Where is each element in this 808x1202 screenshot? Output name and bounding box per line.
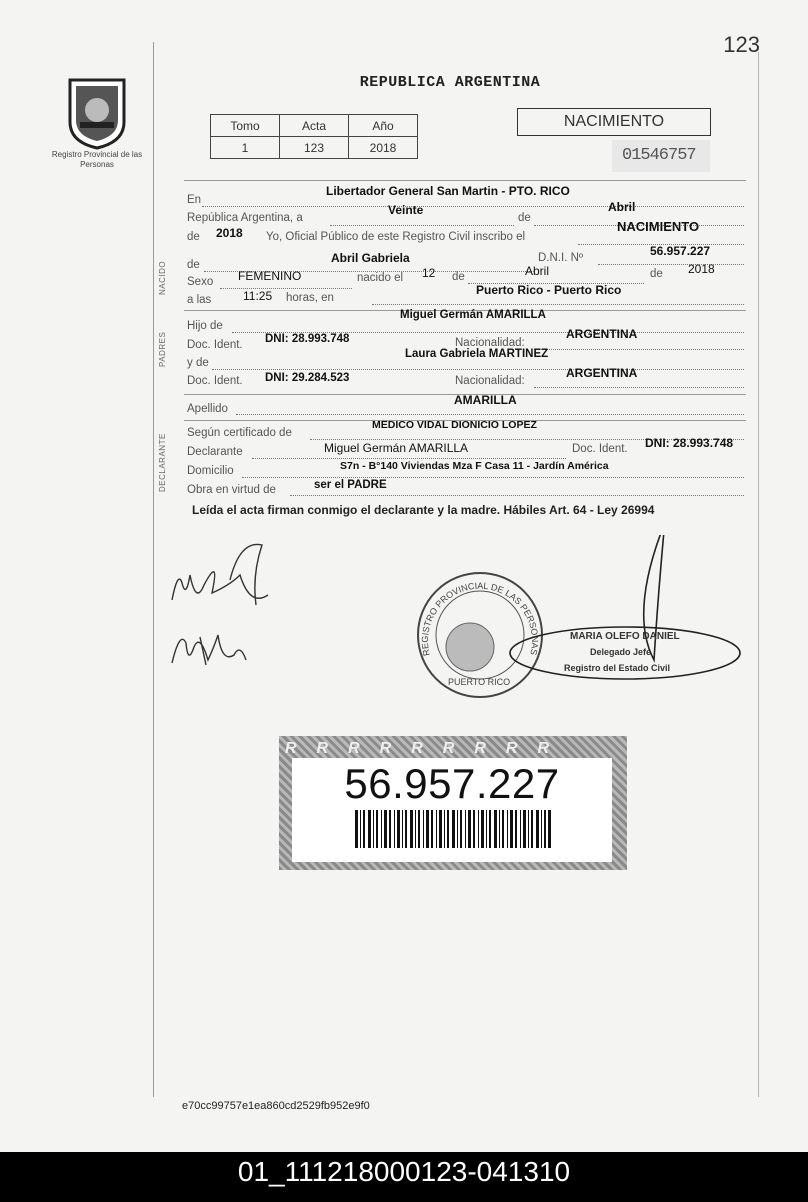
child-name: Abril Gabriela: [331, 251, 410, 265]
nacido-section-label: NACIDO: [158, 260, 167, 296]
obra-label: Obra en virtud de: [187, 484, 276, 496]
declarante-section-label: DECLARANTE: [158, 433, 167, 493]
dotted-line: [212, 368, 744, 370]
official-name: MARIA OLEFO DANIEL: [570, 631, 680, 642]
birth-day: 12: [422, 266, 436, 280]
year-value: 2018: [216, 226, 243, 240]
declarante-doc-label: Doc. Ident.: [572, 443, 628, 455]
certificado-label: Según certificado de: [187, 427, 292, 439]
dotted-line: [220, 287, 352, 289]
dotted-line: [372, 303, 744, 305]
apellido-label: Apellido: [187, 403, 228, 415]
father-nac-label: Nacionalidad:: [455, 337, 525, 349]
de-label: de: [518, 212, 531, 224]
obra-value: ser el PADRE: [314, 479, 387, 491]
dotted-line: [534, 348, 744, 350]
day-value: Veinte: [388, 203, 424, 217]
barcode-number: 56.957.227: [344, 760, 560, 807]
hijo-label: Hijo de: [187, 320, 223, 332]
en-value: Libertador General San Martin - PTO. RICO: [326, 184, 570, 198]
record-meta-table: [210, 114, 418, 159]
tomo-header: Tomo: [211, 115, 280, 137]
a-las-label: a las: [187, 294, 212, 306]
registry-stamp: [418, 573, 542, 697]
barcode-pattern-text: RRRRRRRRR: [285, 740, 569, 757]
serial-number: 01546757: [622, 146, 696, 165]
mother-nationality: ARGENTINA: [566, 366, 638, 380]
page-number: 123: [723, 32, 760, 57]
mother-name: Laura Gabriela MARTINEZ: [405, 348, 549, 360]
padres-section-label: PADRES: [158, 331, 167, 367]
birth-de2-label: de: [650, 268, 663, 280]
declarante-doc: DNI: 28.993.748: [645, 436, 734, 450]
signatures-and-stamp: [160, 535, 750, 735]
birth-month: Abril: [525, 264, 550, 278]
domicilio-label: Domicilio: [187, 465, 234, 477]
apellido-value: AMARILLA: [454, 393, 517, 407]
acta-value: 123: [280, 137, 349, 159]
anio-value: 2018: [349, 137, 418, 159]
dotted-line: [202, 205, 744, 207]
birth-place: Puerto Rico - Puerto Rico: [476, 283, 622, 297]
mother-doc-label: Doc. Ident.: [187, 375, 243, 387]
page-left-edge: [153, 42, 154, 1097]
official-role: Registro del Estado Civil: [564, 663, 671, 673]
birth-time: 11:25: [243, 289, 273, 303]
dotted-line: [598, 263, 744, 265]
yde-label: y de: [187, 357, 209, 369]
dotted-line: [252, 457, 566, 459]
dotted-line: [534, 386, 744, 388]
province-seal-logo: [62, 72, 132, 150]
child-dni: 56.957.227: [650, 244, 711, 258]
month-value: Abril: [608, 200, 636, 214]
nacido-el-label: nacido el: [357, 272, 404, 284]
father-name: Miguel Germán AMARILLA: [400, 309, 546, 321]
dotted-line: [242, 476, 744, 478]
de2-label: de: [187, 231, 200, 243]
father-doc-label: Doc. Ident.: [187, 339, 243, 351]
dotted-line: [236, 413, 744, 415]
barcode-bars: [355, 810, 551, 848]
nacido-de-label: de: [187, 259, 200, 271]
dni-label: D.N.I. Nº: [538, 252, 584, 264]
declarante-value: Miguel Germán AMARILLA: [324, 441, 469, 455]
anio-header: Año: [349, 115, 418, 137]
acta-header: Acta: [280, 115, 349, 137]
stamp-bottom-text: PUERTO RICO: [448, 677, 511, 687]
republica-label: República Argentina, a: [187, 212, 303, 224]
stamp-ring-text: REGISTRO PROVINCIAL DE LAS PERSONAS: [419, 580, 541, 657]
footer-code-bar: 01_111218000123-041310: [0, 1152, 808, 1202]
mother-nac-label: Nacionalidad:: [455, 375, 525, 387]
document-hash: e70cc99757e1ea860cd2529fb952e9f0: [182, 1100, 370, 1112]
mother-signature: [172, 635, 246, 665]
domicilio-value: S7n - B°140 Viviendas Mza F Casa 11 - Jardín América: [340, 460, 609, 472]
oficial-text: Yo, Oficial Público de este Registro Civil inscribo el: [266, 231, 526, 243]
registry-label: Registro Provincial de las Personas: [51, 150, 143, 169]
dotted-line: [290, 494, 744, 496]
official-signature: [510, 535, 740, 679]
declarante-label: Declarante: [187, 446, 243, 458]
declarant-signature: [172, 544, 268, 605]
mother-doc: DNI: 29.284.523: [265, 372, 350, 384]
birth-year: 2018: [688, 262, 715, 276]
tomo-value: 1: [211, 137, 280, 159]
birth-de-label: de: [452, 271, 465, 283]
inscribo-value: NACIMIENTO: [617, 219, 700, 234]
father-doc: DNI: 28.993.748: [265, 333, 350, 345]
closing-statement: Leída el acta firman conmigo el declarante y la madre. Hábiles Art. 64 - Ley 26994: [192, 503, 655, 517]
father-nationality: ARGENTINA: [566, 327, 638, 341]
document-type-box: NACIMIENTO: [517, 108, 711, 136]
page-right-edge: [758, 52, 759, 1097]
sexo-label: Sexo: [187, 276, 214, 288]
en-label: En: [187, 194, 202, 206]
official-title: Delegado Jefe: [590, 647, 652, 657]
sexo-value: FEMENINO: [238, 269, 302, 283]
certificado-value: MEDICO VIDAL DIONICIO LOPEZ: [372, 419, 537, 431]
horas-label: horas, en: [286, 292, 334, 304]
document-title: REPUBLICA ARGENTINA: [359, 74, 541, 91]
dotted-line: [330, 224, 514, 226]
divider: [184, 180, 746, 181]
